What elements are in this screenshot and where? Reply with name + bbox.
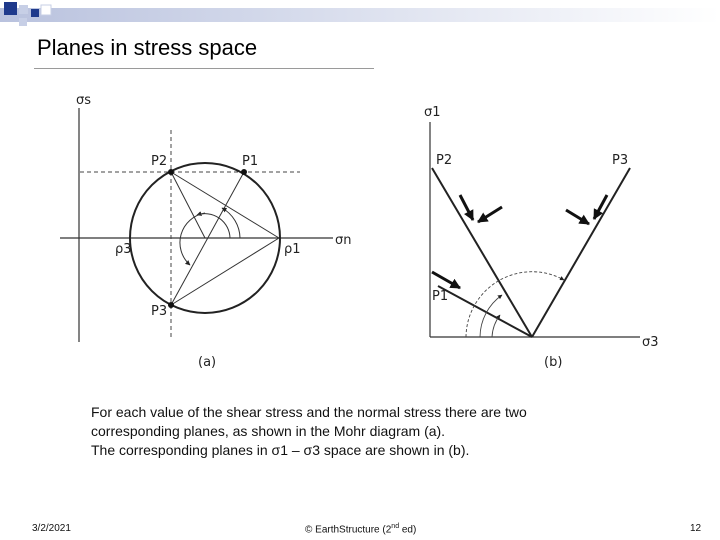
line-to-p2 — [171, 172, 279, 238]
caption-line: For each value of the shear stress and the normal stress there are two — [91, 404, 527, 420]
footer-credit-prefix: © EarthStructure (2 — [305, 524, 392, 536]
label-rho3: ρ3 — [115, 242, 132, 257]
plane-p3 — [532, 168, 630, 337]
line-to-p3 — [171, 238, 279, 305]
normal-arrow — [478, 207, 502, 222]
caption-line: The corresponding planes in σ1 – σ3 space are shown in (b). — [91, 442, 470, 458]
stress-space-diagram — [424, 105, 659, 370]
footer-credit-suffix: ed) — [399, 524, 417, 536]
label-p1-b: P1 — [432, 289, 449, 304]
panel-label-b: (b) — [544, 355, 563, 370]
label-p3-b: P3 — [612, 153, 629, 168]
plane-p2 — [432, 168, 532, 337]
angle-arc — [197, 214, 230, 238]
caption-line: corresponding planes, as shown in the Mohr diagram (a). — [91, 423, 446, 439]
point-p1 — [241, 169, 247, 175]
normal-arrow — [566, 210, 589, 224]
label-p2: P2 — [151, 154, 168, 169]
point-p3 — [168, 302, 174, 308]
footer-date: 3/2/2021 — [32, 523, 71, 534]
label-rho1: ρ1 — [284, 242, 301, 257]
label-p2-b: P2 — [436, 153, 453, 168]
footer-credit-sup: nd — [391, 523, 400, 530]
footer-credit — [305, 523, 416, 535]
panel-label-a: (a) — [198, 355, 217, 370]
label-p3: P3 — [151, 304, 168, 319]
shear-axis-label: σs — [76, 93, 92, 108]
normal-axis-label: σn — [335, 233, 352, 248]
sigma1-axis-label: σ1 — [424, 105, 441, 120]
page-number: 12 — [690, 523, 702, 534]
normal-arrow — [594, 195, 607, 219]
normal-arrow — [432, 272, 460, 288]
point-p2 — [168, 169, 174, 175]
sigma3-axis-label: σ3 — [642, 335, 659, 350]
angle-arc — [180, 213, 205, 265]
angle-arc — [480, 295, 502, 337]
slide-title: Planes in stress space — [37, 35, 258, 60]
caption — [91, 403, 651, 460]
normal-arrow — [460, 195, 473, 220]
label-p1: P1 — [242, 154, 259, 169]
mohr-diagram — [60, 93, 351, 370]
